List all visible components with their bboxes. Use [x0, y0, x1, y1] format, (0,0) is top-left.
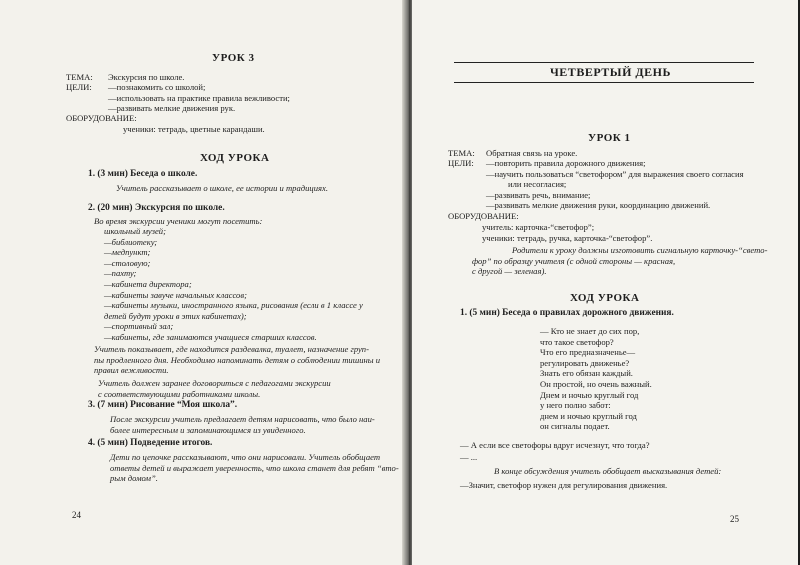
theme-text: Обратная связь на уроке.	[486, 148, 578, 158]
section-text: Учитель рассказывает о школе, ее истории и традициях.	[116, 183, 328, 193]
section-paragraph	[110, 452, 399, 484]
poem-line: что такое светофор?	[540, 336, 614, 347]
paragraph-line: Учитель должен заранее договориться с педагогами экскурсии	[98, 378, 331, 388]
goal-item: —развивать речь, внимание;	[486, 189, 591, 200]
course-title: ХОД УРОКА	[200, 152, 270, 164]
list-item: детей будут уроки в этих кабинетах);	[104, 310, 247, 321]
section-title: 3. (7 мин) Рисование “Моя школа”.	[88, 400, 238, 410]
section-paragraph	[110, 414, 375, 435]
paragraph-line: правил вежливости.	[94, 365, 169, 376]
goals-label: ЦЕЛИ:	[448, 158, 474, 168]
goal-item: или несогласия;	[508, 179, 567, 190]
poem	[540, 326, 652, 432]
note-line: фор” по образцу учителя (с одной стороны — красная,	[472, 255, 676, 266]
theme-label: ТЕМА:	[448, 148, 475, 158]
paragraph-line: После экскурсии учитель предлагает детям нарисовать, что было наи-	[110, 414, 375, 424]
section-intro: Во время экскурсии ученики могут посетить:	[94, 216, 263, 226]
poem-line: у него полно забот:	[540, 400, 611, 411]
goal-item: —научить пользоваться “светофором” для выражения своего согласия	[486, 168, 744, 179]
list-item: —медпункт;	[104, 247, 151, 258]
note-line: с другой — зеленая).	[472, 266, 547, 277]
paragraph-line: Учитель показывает, где находится раздевалка, туалет, назначение груп-	[94, 344, 369, 354]
poem-line: Что его предназначенье—	[540, 347, 636, 358]
list-item: —столовую;	[104, 257, 151, 268]
list-item: школьный музей;	[104, 226, 166, 236]
goal-item: —развивать мелкие движения руки, координацию движений.	[486, 200, 711, 211]
section-title: 2. (20 мин) Экскурсия по школе.	[88, 203, 225, 213]
equipment-label: ОБОРУДОВАНИЕ:	[66, 113, 137, 123]
lesson-title: УРОК 1	[588, 132, 631, 144]
equipment-text: ученики: тетрадь, цветные карандаши.	[123, 124, 265, 134]
paragraph-line: с соответствующими работниками школы.	[98, 388, 261, 399]
ellipsis: — ...	[460, 452, 478, 462]
theme-label: ТЕМА:	[66, 72, 93, 82]
question: — А если все светофоры вдруг исчезнут, что тогда?	[460, 440, 650, 450]
list-item: —кабинеты, где занимаются учащиеся старших классов.	[104, 331, 317, 342]
list-item: —кабинета директора;	[104, 278, 192, 289]
goal-item: —развивать мелкие движения рук.	[108, 103, 236, 114]
goals-list	[108, 82, 290, 114]
summary-note: В конце обсуждения учитель обобщает высказывания детей:	[494, 466, 722, 476]
section-paragraph	[98, 378, 331, 399]
page-number: 25	[730, 514, 739, 524]
equipment-list	[482, 222, 652, 243]
equipment-note	[472, 245, 767, 277]
paragraph-line: рым домом”.	[110, 473, 158, 484]
equipment-item: учитель: карточка-“светофор”;	[482, 222, 595, 232]
equipment-label: ОБОРУДОВАНИЕ:	[448, 211, 519, 221]
paragraph-line: Дети по цепочке рассказывают, что они нарисовали. Учитель обобщает	[110, 452, 381, 462]
page-number: 24	[72, 510, 81, 520]
section-title: 4. (5 мин) Подведение итогов.	[88, 438, 213, 448]
section-paragraph	[94, 344, 380, 376]
poem-line: Днем и ночью круглый год	[540, 389, 639, 400]
list-item: —библиотеку;	[104, 236, 158, 247]
lesson-title: УРОК 3	[212, 52, 255, 64]
header-rule-top	[454, 62, 754, 63]
goal-item: —использовать на практике правила вежливости;	[108, 92, 290, 103]
section-title: 1. (3 мин) Беседа о школе.	[88, 169, 198, 179]
list-item: —кабинеты завуче начальных классов;	[104, 289, 247, 300]
places-list	[104, 226, 363, 343]
equipment-item: ученики: тетрадь, ручка, карточка-“светофор”.	[482, 232, 653, 243]
goals-label: ЦЕЛИ:	[66, 82, 92, 92]
poem-line: он сигналы подает.	[540, 421, 610, 432]
note-line: Родители к уроку должны изготовить сигнальную карточку-“свето-	[512, 245, 768, 255]
goal-item: —повторить правила дорожного движения;	[486, 158, 646, 168]
list-item: —пахту;	[104, 268, 137, 279]
list-item: —спортивный зал;	[104, 321, 174, 332]
poem-line: Он простой, но очень важный.	[540, 378, 652, 389]
paragraph-line: более интересным и запоминающимся из увиденного.	[110, 424, 306, 435]
section-title: 1. (5 мин) Беседа о правилах дорожного движения.	[460, 308, 674, 318]
goal-item: —познакомить со школой;	[108, 82, 206, 92]
list-item: —кабинеты музыки, иностранного языка, рисования (если в 1 классе у	[104, 300, 363, 311]
course-title: ХОД УРОКА	[570, 292, 640, 304]
header-rule-bottom	[454, 82, 754, 83]
paragraph-line: пы продленного дня. Необходимо напоминать детям о соблюдении тишины и	[94, 354, 381, 365]
paragraph-line: ответы детей и выражает уверенность, что школа станет для ребят “вто-	[110, 462, 399, 473]
day-title: ЧЕТВЕРТЫЙ ДЕНЬ	[550, 65, 671, 79]
right-page	[412, 0, 798, 565]
conclusion: —Значит, светофор нужен для регулирования движения.	[460, 480, 668, 490]
poem-line: днем и ночью круглый год	[540, 410, 637, 421]
goals-list	[486, 158, 744, 211]
poem-line: Знать его обязан каждый.	[540, 368, 633, 379]
poem-line: регулировать движенье?	[540, 357, 630, 368]
theme-text: Экскурсия по школе.	[108, 72, 185, 82]
poem-line: — Кто не знает до сих пор,	[540, 326, 640, 336]
